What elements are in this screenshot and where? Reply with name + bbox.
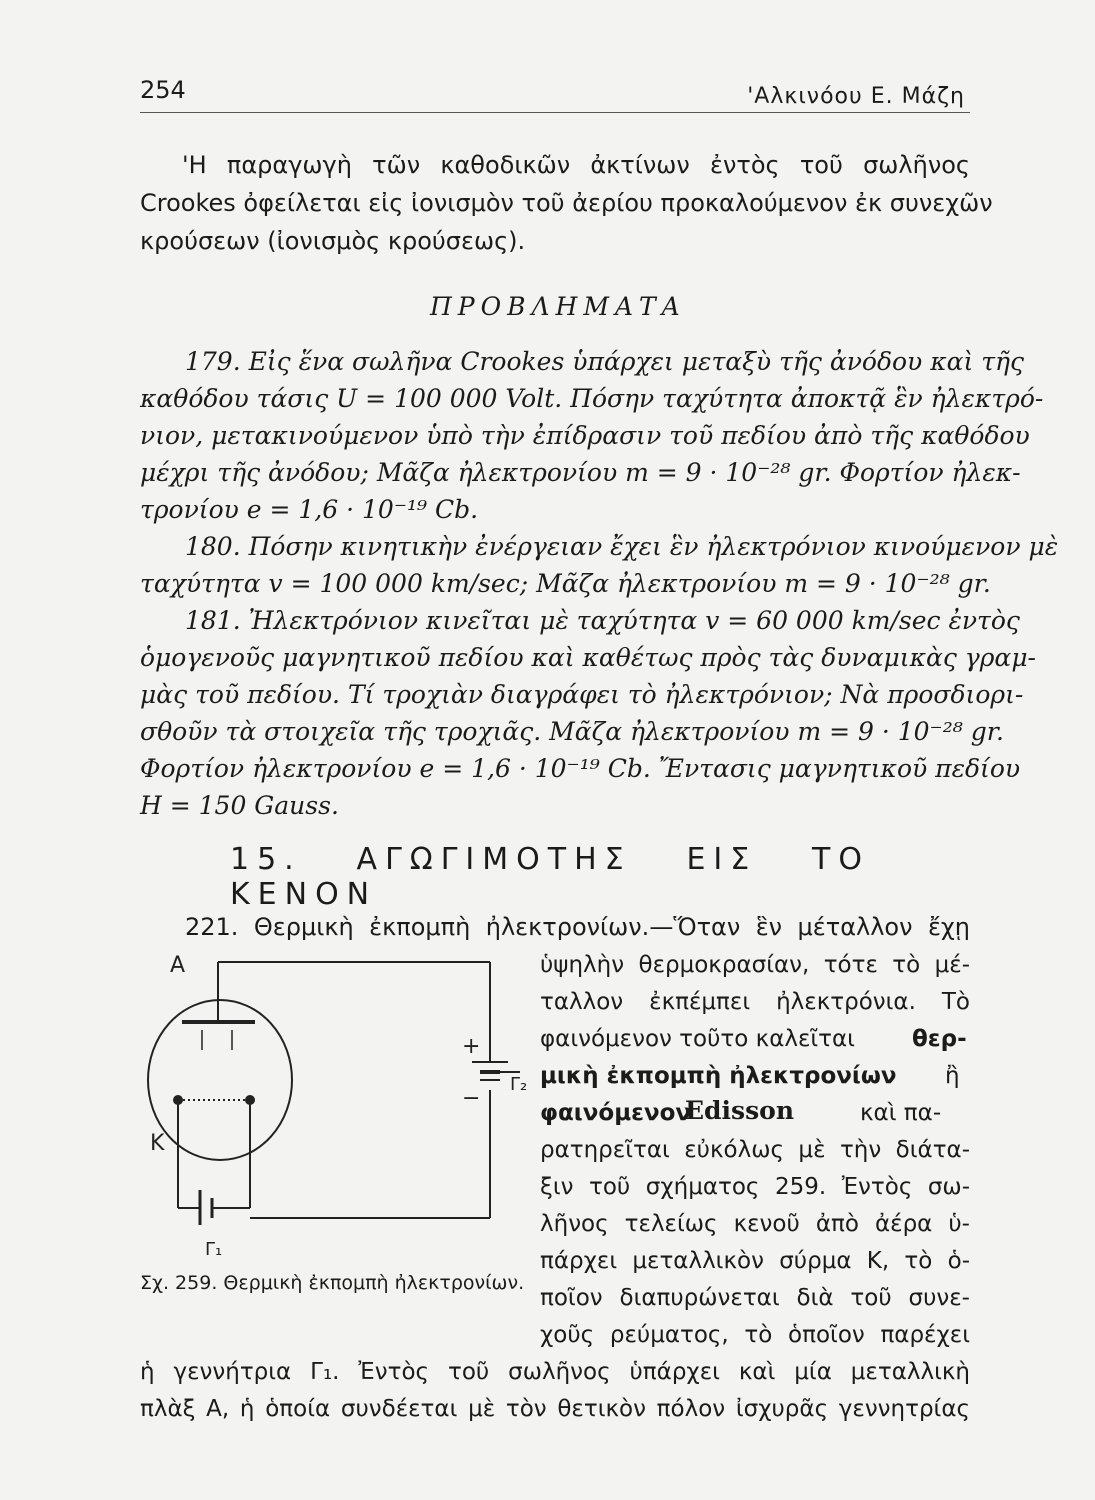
- intro-line: Crookes ὀφείλεται εἰς ἰονισμὸν τοῦ ἀερίου προκαλούμενον ἐκ συνεχῶν: [140, 189, 993, 217]
- label-g1: Γ₁: [205, 1239, 223, 1260]
- problem-line: 179. Εἰς ἕνα σωλῆνα Crookes ὑπάρχει μεταξὺ τῆς ἀνόδου καὶ τῆς: [185, 347, 1025, 376]
- intro-line: κρούσεων (ἰονισμὸς κρούσεως).: [140, 227, 526, 255]
- side-line: ταλλον ἐκπέμπει ἠλεκτρόνια. Τὸ: [540, 989, 970, 1015]
- running-title: 'Αλκινόου Ε. Μάζη: [747, 84, 965, 109]
- bottom-line: ἡ γεννήτρια Γ₁. Ἐντὸς τοῦ σωλῆνος ὑπάρχει καὶ μία μεταλλικὴ: [140, 1359, 970, 1385]
- figure-caption: Σχ. 259. Θερμικὴ ἐκπομπὴ ἠλεκτρονίων.: [140, 1272, 525, 1294]
- side-line: φαινόμενον: [540, 1100, 692, 1126]
- page-number: 254: [140, 76, 186, 104]
- bottom-line: πλὰξ A, ἡ ὁποία συνδέεται μὲ τὸν θετικὸν πόλον ἰσχυρᾶς γεννητρίας: [140, 1396, 970, 1422]
- problem-line: ταχύτητα v = 100 000 km/sec; Μᾶζα ἠλεκτρονίου m = 9 · 10⁻²⁸ gr.: [140, 569, 991, 598]
- side-line: ὑψηλὴν θερμοκρασίαν, τότε τὸ μέ-: [540, 952, 970, 978]
- bold-term-edisson: Edisson: [685, 1096, 795, 1125]
- side-line-end: καὶ πα-: [860, 1100, 942, 1126]
- problem-line: ὁμογενοῦς μαγνητικοῦ πεδίου καὶ καθέτως πρὸς τὰς δυναμικὰς γραμ-: [140, 643, 1037, 672]
- section-heading: 15. ΑΓΩΓΙΜΟΤΗΣ ΕΙΣ ΤΟ ΚΕΝΟΝ: [230, 842, 870, 912]
- label-a: A: [170, 953, 186, 978]
- problem-line: H = 150 Gauss.: [140, 791, 339, 820]
- problems-title: ΠΡΟΒΛΗΜΑΤΑ: [430, 292, 686, 321]
- label-k: K: [150, 1131, 165, 1156]
- side-line: ποῖον διαπυρώνεται διὰ τοῦ συνε-: [540, 1285, 970, 1311]
- problem-line: μέχρι τῆς ἀνόδου; Μᾶζα ἠλεκτρονίου m = 9 · 10⁻²⁸ gr. Φορτίον ἠλεκ-: [140, 458, 1021, 487]
- side-line: φαινόμενον τοῦτο καλεῖται: [540, 1026, 855, 1052]
- problem-line: σθοῦν τὰ στοιχεῖα τῆς τροχιᾶς. Μᾶζα ἠλεκτρονίου m = 9 · 10⁻²⁸ gr.: [140, 717, 1004, 746]
- intro-line: 'Η παραγωγὴ τῶν καθοδικῶν ἀκτίνων ἐντὸς τοῦ σωλῆνος: [182, 151, 970, 179]
- problem-line: Φορτίον ἠλεκτρονίου e = 1,6 · 10⁻¹⁹ Cb. Ἔντασις μαγνητικοῦ πεδίου: [140, 754, 1021, 783]
- side-line: λῆνος τελείως κενοῦ ἀπὸ ἀέρα ὑ-: [540, 1211, 970, 1237]
- bold-term-or: ἢ: [945, 1063, 960, 1089]
- thermionic-emission-diagram: [140, 950, 540, 1270]
- side-line: ξιν τοῦ σχήματος 259. Ἐντὸς σω-: [540, 1174, 970, 1200]
- bottom-line: χοῦς ρεύματος, τὸ ὁποῖον παρέχει: [540, 1322, 970, 1348]
- section-first-line: 221. Θερμικὴ ἐκπομπὴ ἠλεκτρονίων.—Ὅταν ἓν μέταλλον ἔχῃ: [185, 913, 970, 941]
- side-line: ρατηρεῖται εὐκόλως μὲ τὴν διάτα-: [540, 1137, 970, 1163]
- side-line: πάρχει μεταλλικὸν σύρμα K, τὸ ὁ-: [540, 1248, 970, 1274]
- label-minus: −: [462, 1086, 481, 1111]
- side-line: μικὴ ἐκπομπὴ ἠλεκτρονίων: [540, 1063, 897, 1089]
- header-rule: [140, 112, 970, 113]
- problem-line: νιον, μετακινούμενον ὑπὸ τὴν ἐπίδρασιν τοῦ πεδίου ἀπὸ τῆς καθόδου: [140, 421, 1030, 450]
- problem-line: 181. Ἠλεκτρόνιον κινεῖται μὲ ταχύτητα v = 60 000 km/sec ἐντὸς: [185, 606, 1020, 635]
- problem-line: μὰς τοῦ πεδίου. Τί τροχιὰν διαγράφει τὸ ἠλεκτρόνιον; Νὰ προσδιορι-: [140, 680, 1024, 709]
- label-plus: +: [462, 1034, 481, 1059]
- label-g2: Γ₂: [510, 1074, 528, 1095]
- bold-term-therm: θερ-: [912, 1026, 967, 1052]
- problem-line: καθόδου τάσις U = 100 000 Volt. Πόσην ταχύτητα ἀποκτᾷ ἓν ἠλεκτρό-: [140, 384, 1044, 413]
- problem-line: τρονίου e = 1,6 · 10⁻¹⁹ Cb.: [140, 495, 479, 524]
- problem-line: 180. Πόσην κινητικὴν ἐνέργειαν ἔχει ἓν ἠλεκτρόνιον κινούμενον μὲ: [185, 532, 1059, 561]
